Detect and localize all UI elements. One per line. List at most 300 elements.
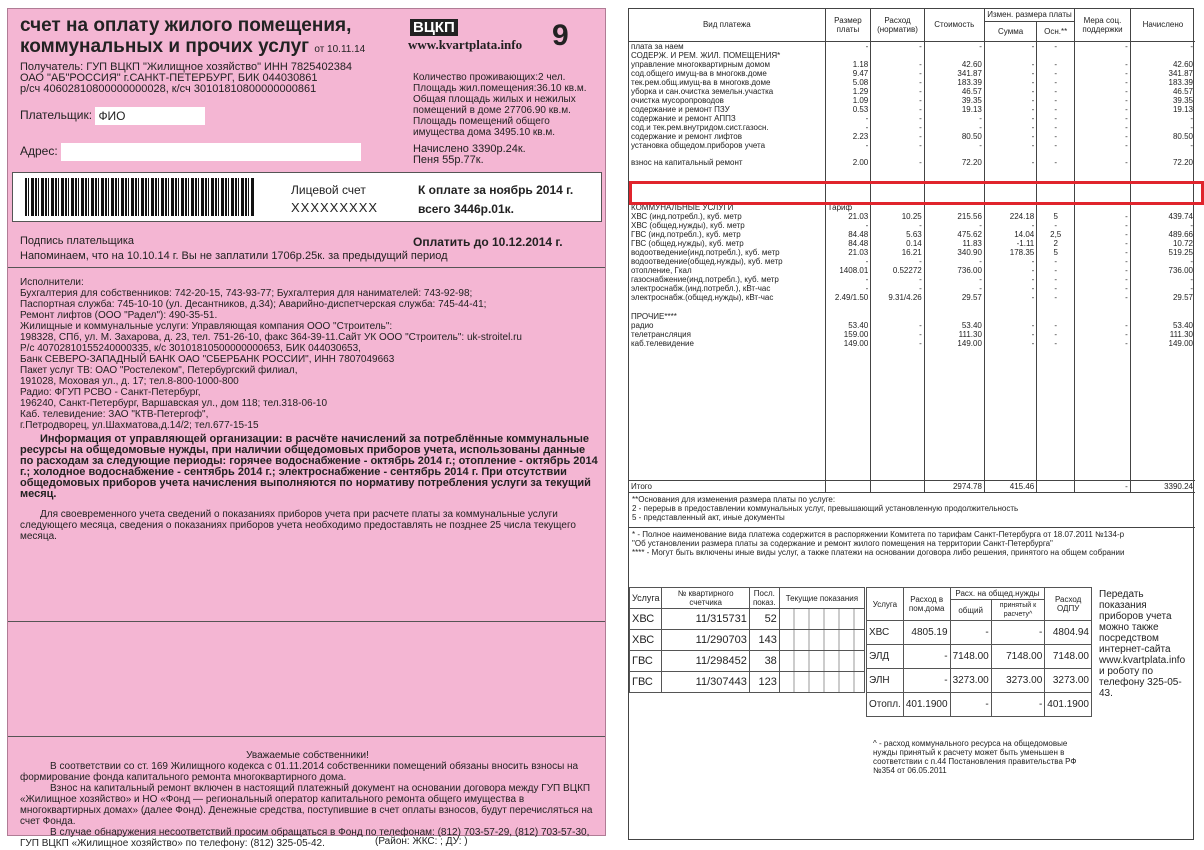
cell-value: 415.46 — [984, 480, 1036, 492]
cell-value: 2974.78 — [924, 480, 984, 492]
col-usage: Расход (норматив) — [871, 9, 924, 41]
cell-value: 53.40 — [1130, 321, 1195, 330]
cell-value: - — [1130, 221, 1195, 230]
cell-value: - — [1037, 221, 1075, 230]
meter-row — [630, 609, 865, 630]
house-col-odpu: Расход ОДПУ — [1045, 588, 1092, 621]
cell-value: 224.18 — [984, 212, 1036, 221]
cell-value: - — [984, 275, 1036, 284]
cell-value — [825, 348, 871, 481]
cell-name: СОДЕРЖ. И РЕМ. ЖИЛ. ПОМЕЩЕНИЯ* — [631, 50, 781, 60]
cell-value: - — [1075, 339, 1131, 348]
table-row — [629, 257, 1195, 266]
cell-value — [1075, 302, 1131, 312]
cell-value: 340.90 — [924, 248, 984, 257]
cell-value: - — [1075, 293, 1131, 302]
stat-line: Площадь жил.помещения:36.10 кв.м. — [413, 83, 587, 94]
footnote-line: **** - Могут быть включены иные виды услуг, а также платежи на основании договора либо решения, принятого на общем собрании — [632, 548, 1125, 557]
cell-value: - — [1037, 257, 1075, 266]
house-value: 7148.00 — [1045, 645, 1092, 669]
cell-value: 111.30 — [1130, 330, 1195, 339]
current-reading-input[interactable] — [779, 630, 864, 651]
cell-value: - — [871, 41, 924, 51]
cell-value: - — [1075, 321, 1131, 330]
table-row — [629, 41, 1195, 51]
cell-name: ХВС (общед.нужды), куб. метр — [631, 220, 745, 230]
recipient — [20, 62, 405, 95]
cell-value: - — [924, 41, 984, 51]
cell-name: ХВС (инд.потребл.), куб. метр — [631, 211, 742, 221]
cell-value: 84.48 — [825, 230, 871, 239]
house-value: 4804.94 — [1045, 621, 1092, 645]
cell-value — [825, 51, 871, 60]
house-rows — [867, 621, 1092, 717]
house-col-common: Расх. на общед.нужды — [950, 588, 1045, 600]
recipient-line: Получатель: ГУП ВЦКП "Жилищное хозяйство" ИНН 7825402384 — [20, 61, 353, 73]
cell-value: 178.35 — [984, 248, 1036, 257]
cell-value: - — [1037, 123, 1075, 132]
cell-value — [984, 302, 1036, 312]
cell-value: - — [1075, 212, 1131, 221]
executor-line: Жилищные и коммунальные услуги: Управляющая компания ООО "Строитель": — [20, 321, 393, 332]
cell-value: 5 — [1037, 248, 1075, 257]
meter-last-reading: 38 — [749, 651, 779, 672]
cell-value: - — [1037, 96, 1075, 105]
col-rate: Размер платы — [825, 9, 871, 41]
meter-service: ГВС — [630, 672, 662, 693]
cell-value — [1037, 312, 1075, 321]
cell-value: - — [871, 257, 924, 266]
cell-value — [871, 150, 924, 158]
house-value: 7148.00 — [991, 645, 1045, 669]
cell-value: - — [924, 114, 984, 123]
total-row — [629, 480, 1195, 492]
cell-value: 149.00 — [924, 339, 984, 348]
cell-value: - — [1075, 105, 1131, 114]
stat-line: помещений в доме 27706.90 кв.м. — [413, 105, 571, 116]
cell-name: уборка и сан.очистка земельн.участка — [631, 86, 774, 96]
house-service: Отопл. — [867, 693, 904, 717]
house-value: - — [903, 645, 950, 669]
cell-value: - — [871, 114, 924, 123]
cell-value: - — [825, 275, 871, 284]
note-line: 5 - представленный акт, иные документы — [632, 513, 785, 522]
cell-value: 11.83 — [924, 239, 984, 248]
executor-line: 198328, СПб, ул. М. Захарова, д. 23, тел. 751-26-10, факс 364-39-11.Сайт УК ООО "Строитель": uk-stroitel.ru — [20, 332, 522, 343]
executor-line: 196240, Санкт-Петербург, Варшавская ул., дом 118; тел.318-06-10 — [20, 398, 328, 409]
executor-line: г.Петродворец, ул.Шахматова,д.14/2; тел.677-15-15 — [20, 420, 259, 431]
section-other — [629, 312, 1195, 321]
meter-number: 11/307443 — [662, 672, 749, 693]
cell-value: - — [1075, 87, 1131, 96]
meter-rows — [630, 609, 865, 693]
cell-value: - — [825, 221, 871, 230]
table-row — [629, 150, 1195, 158]
footnotes — [629, 527, 1195, 559]
cell-value: - — [1037, 60, 1075, 69]
cell-value: 736.00 — [1130, 266, 1195, 275]
cell-value: - — [1130, 284, 1195, 293]
cell-value: 341.87 — [924, 69, 984, 78]
meter-number: 11/298452 — [662, 651, 749, 672]
cell-value — [1130, 302, 1195, 312]
cell-value: 1.29 — [825, 87, 871, 96]
current-reading-input[interactable] — [779, 651, 864, 672]
cell-value: 0.14 — [871, 239, 924, 248]
table-row — [629, 87, 1195, 96]
cell-name: ГВС (инд.потребл.), куб. метр — [631, 229, 741, 239]
cell-value — [1130, 312, 1195, 321]
cell-value: 2,5 — [1037, 230, 1075, 239]
note-line: 2 - перерыв в предоставлении коммунальных услуг, превышающий установленную продолжительность — [632, 504, 1019, 513]
note-line: **Основания для изменения размера платы по услуге: — [632, 495, 836, 504]
cell-value — [924, 348, 984, 481]
table-row — [629, 51, 1195, 60]
cell-value: - — [825, 141, 871, 150]
footnote-line: * - Полное наименование вида платежа содержится в распоряжении Комитета по тарифам Санкт-Петербурга от 18.07.2011 №134-р — [632, 530, 1125, 539]
house-consumption-table — [866, 587, 1092, 717]
tariff-label: Тариф — [825, 203, 871, 212]
table-row — [629, 302, 1195, 312]
cell-value: - — [1075, 123, 1131, 132]
cell-value — [924, 150, 984, 158]
col-accrued: Начислено — [1130, 9, 1195, 41]
cell-value — [1037, 480, 1075, 492]
cell-name: водоотведение(общед.нужды), куб. метр — [631, 256, 783, 266]
bill-title-line2: коммунальных и прочих услуг — [20, 36, 310, 57]
cell-value: 1.18 — [825, 60, 871, 69]
cell-value: 736.00 — [924, 266, 984, 275]
cell-value: 341.87 — [1130, 69, 1195, 78]
cell-value: 3390.24 — [1130, 480, 1195, 492]
col-payment-type: Вид платежа — [629, 9, 825, 41]
col-change-reason: Осн.** — [1037, 21, 1075, 41]
cell-value: - — [1075, 275, 1131, 284]
executor-line: Р/с 40702810155240000335, к/с 30101810500000000653, БИК 044030653, — [20, 343, 361, 354]
cell-value: - — [984, 87, 1036, 96]
logo-url: www.kvartplata.info — [408, 37, 523, 52]
current-reading-input[interactable] — [779, 672, 864, 693]
signature-label: Подпись плательщика — [20, 235, 135, 247]
cell-name: радио — [631, 320, 654, 330]
logo-number: 9 — [552, 19, 569, 52]
table-row — [629, 60, 1195, 69]
charges-table-panel — [628, 8, 1194, 840]
barcode-box — [12, 172, 602, 222]
cell-value — [871, 480, 924, 492]
cell-value: 2 — [1037, 239, 1075, 248]
executor-line: 191028, Моховая ул., д. 17; тел.8-800-1000-800 — [20, 376, 239, 387]
cell-value: - — [1075, 114, 1131, 123]
house-col-total: общий — [950, 600, 991, 621]
meter-deadline-info: Для своевременного учета сведений о показаниях приборов учета при расчете платы за коммунальные услуги следующего месяца, сведения о показаниях приборов учета необходимо предоставлять не позднее 25 числа текущего месяца. — [20, 509, 576, 542]
cell-value: - — [1037, 330, 1075, 339]
cell-name: тек.рем.общ.имущ-ва в многокв.доме — [631, 77, 771, 87]
cell-value: - — [1037, 275, 1075, 284]
cell-value: 1.09 — [825, 96, 871, 105]
cell-value: - — [1075, 248, 1131, 257]
table-row — [629, 69, 1195, 78]
cell-name: водоотведение(инд.потребл.), куб. метр — [631, 247, 780, 257]
address-row — [20, 143, 361, 161]
cell-value — [1037, 348, 1075, 481]
stat-line: Количество проживающих:2 чел. — [413, 72, 566, 83]
meter-service: ХВС — [630, 609, 662, 630]
cell-value: - — [984, 105, 1036, 114]
table-row — [629, 96, 1195, 105]
cell-value: 2.00 — [825, 158, 871, 167]
cell-value: 215.56 — [924, 212, 984, 221]
meter-last-reading: 143 — [749, 630, 779, 651]
cell-name: электроснабж.(общед.нужды), кВт-час — [631, 292, 774, 302]
cell-value — [984, 150, 1036, 158]
cell-value — [1075, 312, 1131, 321]
charges-table — [629, 9, 1195, 492]
cell-value: 21.03 — [825, 248, 871, 257]
cell-value: - — [984, 339, 1036, 348]
apartment-meters-table — [629, 587, 865, 693]
recipient-line: р/сч 40602810800000000028, к/сч 30101810800000000861 — [20, 83, 317, 95]
cell-value: - — [1075, 230, 1131, 239]
cell-value — [1130, 150, 1195, 158]
cell-value: - — [1075, 221, 1131, 230]
cell-value: 111.30 — [924, 330, 984, 339]
table-row — [629, 141, 1195, 150]
cell-name: установка общедом.приборов учета — [631, 140, 766, 150]
cell-value: - — [924, 284, 984, 293]
cell-value: 29.57 — [924, 293, 984, 302]
cell-value — [825, 480, 871, 492]
total-due: всего 3446р.01к. — [418, 202, 514, 216]
table-row — [629, 221, 1195, 230]
cell-value — [871, 348, 924, 481]
house-value: - — [950, 621, 991, 645]
cell-value: - — [871, 105, 924, 114]
executor-line: Радио: ФГУП РСВО - Санкт-Петербург, — [20, 387, 201, 398]
cell-value: 16.21 — [871, 248, 924, 257]
cell-name: управление многоквартирным домом — [631, 59, 770, 69]
cell-value: - — [1037, 69, 1075, 78]
cell-value: 72.20 — [924, 158, 984, 167]
cell-name: каб.телевидение — [631, 338, 694, 348]
meter-row — [630, 672, 865, 693]
address-field[interactable] — [61, 143, 361, 161]
cell-value: - — [1075, 60, 1131, 69]
cell-value: 9.47 — [825, 69, 871, 78]
cell-value: - — [1075, 330, 1131, 339]
table-row — [629, 330, 1195, 339]
cell-value: 5.08 — [825, 78, 871, 87]
pay-for: К оплате за ноябрь 2014 г. — [418, 183, 574, 197]
meter-col-number: № квартирного счетчика — [662, 588, 749, 609]
executor-line: Банк СЕВЕРО-ЗАПАДНЫЙ БАНК ОАО "СБЕРБАНК РОССИИ", ИНН 7807049663 — [20, 354, 395, 365]
current-reading-input[interactable] — [779, 609, 864, 630]
cell-value: - — [871, 123, 924, 132]
payer-field[interactable]: ФИО — [95, 107, 205, 125]
cell-value: 439.74 — [1130, 212, 1195, 221]
house-value: 401.1900 — [903, 693, 950, 717]
payer-row — [20, 107, 205, 125]
cell-value — [984, 51, 1036, 60]
house-col-accepted: принятый к расчету^ — [991, 600, 1045, 621]
executor-line: Каб. телевидение: ЗАО "КТВ-Петергоф", — [20, 409, 209, 420]
cell-value: - — [1037, 266, 1075, 275]
executors — [20, 277, 600, 431]
cell-value: - — [825, 114, 871, 123]
cell-value: 46.57 — [924, 87, 984, 96]
owners-notice — [20, 750, 595, 849]
executor-line: Паспортная служба: 745-10-10 (ул. Десантников, д.34); Аварийно-диспетчерская служба: 745-44-41; — [20, 299, 487, 310]
cell-value: - — [871, 69, 924, 78]
cell-value: - — [984, 69, 1036, 78]
cell-name — [629, 302, 825, 312]
meter-number: 11/315731 — [662, 609, 749, 630]
cell-value: 72.20 — [1130, 158, 1195, 167]
cell-value: - — [871, 132, 924, 141]
cell-value: 46.57 — [1130, 87, 1195, 96]
cell-value — [1130, 51, 1195, 60]
cell-value: - — [924, 221, 984, 230]
highlight-capital-repair — [629, 181, 1204, 205]
cell-value: - — [1075, 78, 1131, 87]
divider — [8, 621, 605, 622]
district-footer: (Район: ЖКС: ; ДУ: ) — [375, 836, 468, 847]
table-row — [629, 284, 1195, 293]
cell-value: - — [1037, 158, 1075, 167]
account-label: Лицевой счет — [291, 183, 366, 197]
cell-value: - — [1037, 132, 1075, 141]
charges-body — [629, 9, 1195, 492]
cell-value: 14.04 — [984, 230, 1036, 239]
divider — [8, 267, 605, 268]
meter-number: 11/290703 — [662, 630, 749, 651]
cell-value: 0.53 — [825, 105, 871, 114]
cell-value: - — [1130, 114, 1195, 123]
cell-value: - — [1075, 480, 1131, 492]
cell-value: 519.25 — [1130, 248, 1195, 257]
house-value: 4805.19 — [903, 621, 950, 645]
cell-value: - — [1075, 284, 1131, 293]
table-row — [629, 275, 1195, 284]
cell-value: - — [984, 330, 1036, 339]
cell-value: 39.35 — [1130, 96, 1195, 105]
cell-value — [871, 312, 924, 321]
table-row — [629, 132, 1195, 141]
stat-line: имущества дома 3495.10 кв.м. — [413, 127, 556, 138]
transfer-readings-info: Передать показания приборов учета можно также посредством интернет-сайта www.kvartplata.info и роботу по телефону 325-05-43. — [1099, 589, 1186, 699]
cell-value — [924, 312, 984, 321]
cell-value — [825, 312, 871, 321]
table-row — [629, 293, 1195, 302]
cell-value: 2.49/1.50 — [825, 293, 871, 302]
cell-value: - — [871, 141, 924, 150]
cell-value: 1408.01 — [825, 266, 871, 275]
cell-value — [825, 150, 871, 158]
divider — [8, 736, 605, 737]
owners-paragraph: В соответствии со ст. 169 Жилищного кодекса с 01.11.2014 собственники помещений обязаны вносить взносы на формирование фонда капитального ремонта многоквартирного дома. — [20, 761, 579, 783]
house-row — [867, 645, 1092, 669]
cell-value: - — [871, 330, 924, 339]
cell-value: -1.11 — [984, 239, 1036, 248]
cell-value: - — [924, 141, 984, 150]
cell-value: - — [984, 78, 1036, 87]
meter-col-last: Посл. показ. — [749, 588, 779, 609]
cell-value: 21.03 — [825, 212, 871, 221]
cell-value — [1075, 51, 1131, 60]
cell-name: электроснабж.(инд.потребл.), кВт-час — [631, 283, 771, 293]
house-col-service: Услуга — [867, 588, 904, 621]
cell-value: 80.50 — [1130, 132, 1195, 141]
executor-line: Исполнители: — [20, 277, 84, 288]
cell-value — [871, 51, 924, 60]
cell-value: - — [1037, 41, 1075, 51]
cell-value: - — [984, 60, 1036, 69]
cell-value: - — [871, 96, 924, 105]
cell-value: - — [984, 221, 1036, 230]
cell-value: 29.57 — [1130, 293, 1195, 302]
house-value: 401.1900 — [1045, 693, 1092, 717]
cell-value: - — [1037, 141, 1075, 150]
executor-line: Ремонт лифтов (ООО "Радел"): 490-35-51. — [20, 310, 218, 321]
cell-name: сод.общего имущ-ва в многокв.доме — [631, 68, 767, 78]
cell-value: 5 — [1037, 212, 1075, 221]
cell-value: - — [1130, 123, 1195, 132]
payer-label: Плательщик: — [20, 108, 93, 123]
debt-reminder: Напоминаем, что на 10.10.14 г. Вы не заплатили 1706р.25к. за предыдущий период — [20, 250, 448, 262]
table-row — [629, 248, 1195, 257]
col-cost: Стоимость — [924, 9, 984, 41]
cell-name: сод.и тек.рем.внутридом.сист.газосн. — [631, 122, 769, 132]
cell-value: 489.66 — [1130, 230, 1195, 239]
cell-value: - — [1075, 96, 1131, 105]
cell-name: содержание и ремонт лифтов — [631, 131, 742, 141]
meter-col-current: Текущие показания — [779, 588, 864, 609]
apartment-stats — [413, 72, 603, 166]
house-value: - — [903, 669, 950, 693]
cell-value: 5.63 — [871, 230, 924, 239]
barcode — [25, 178, 255, 216]
cell-value: - — [1130, 257, 1195, 266]
table-row — [629, 212, 1195, 221]
cell-value: - — [825, 123, 871, 132]
cell-value: 0.52272 — [871, 266, 924, 275]
cell-value: - — [984, 132, 1036, 141]
house-value: 3273.00 — [991, 669, 1045, 693]
cell-name: Итого — [629, 480, 825, 492]
cell-value: - — [1075, 266, 1131, 275]
cell-value: 10.25 — [871, 212, 924, 221]
house-value: - — [991, 693, 1045, 717]
cell-value: 159.00 — [825, 330, 871, 339]
cell-value — [924, 51, 984, 60]
highlight-row — [629, 158, 1195, 167]
cell-value: - — [984, 158, 1036, 167]
meter-last-reading: 52 — [749, 609, 779, 630]
logo-text: ВЦКП — [410, 19, 458, 36]
cell-value: 42.60 — [924, 60, 984, 69]
cell-value: - — [984, 96, 1036, 105]
cell-value: - — [1075, 239, 1131, 248]
cell-value: - — [871, 221, 924, 230]
cell-value: 2.23 — [825, 132, 871, 141]
cell-value: - — [1075, 69, 1131, 78]
meter-last-reading: 123 — [749, 672, 779, 693]
house-service: ЭЛД — [867, 645, 904, 669]
cell-value: 183.39 — [924, 78, 984, 87]
cell-value: - — [984, 123, 1036, 132]
cell-value: 19.13 — [924, 105, 984, 114]
logo — [406, 15, 606, 55]
